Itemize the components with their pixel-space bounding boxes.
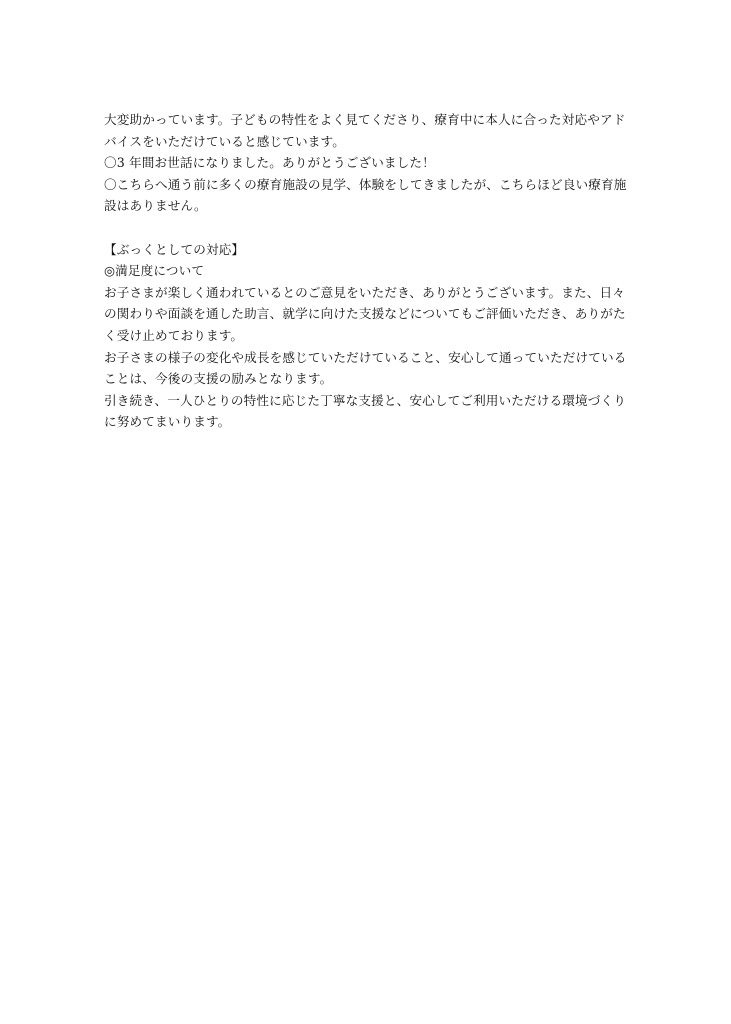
response-paragraph: お子さまが楽しく通われているとのご意見をいただき、ありがとうございます。また、日々の関わりや面談を通した助言、就学に向けた支援などについてもご評価いただき、ありがたく受け止めております。 [104,284,626,343]
feedback-paragraph: 大変助かっています。子どもの特性をよく見てくださり、療育中に本人に合った対応やアドバイスをいただけていると感じています。 [104,112,626,149]
response-paragraph: 引き続き、一人ひとりの特性に応じた丁寧な支援と、安心してご利用いただける環境づくりに努めてまいります。 [104,392,626,430]
paragraph-spacer [104,217,634,239]
section-heading: 【ぶっくとしての対応】 [104,241,245,257]
feedback-paragraph: 〇3 年間お世話になりました。ありがとうございました！ [104,155,435,171]
document-body [104,109,634,433]
response-paragraph: お子さまの様子の変化や成長を感じていただけていること、安心して通っていただけていることは、今後の支援の励みとなります。 [104,349,627,387]
subheading: ◎満足度について [104,263,205,279]
feedback-paragraph: 〇こちらへ通う前に多くの療育施設の見学、体験をしてきましたが、こちらほど良い療育施設はありません。 [104,176,627,214]
